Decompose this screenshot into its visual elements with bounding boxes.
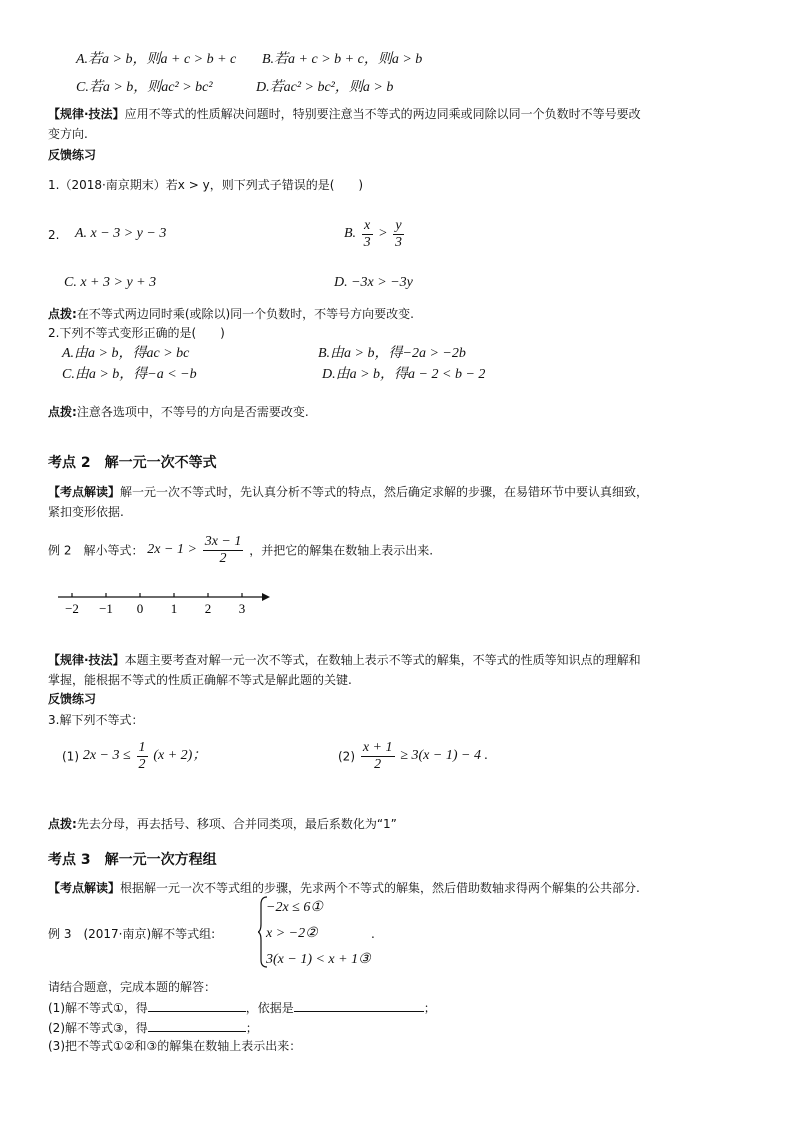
denominator: 3	[395, 235, 403, 251]
numerator: 1	[137, 740, 148, 757]
example-2-tail: ，并把它的解集在数轴上表示出来.	[249, 543, 434, 558]
greater-sign: >	[378, 226, 388, 242]
question-3: 3.解下列不等式：	[48, 713, 144, 727]
option-d: D.若ac² > bc²，则a > b	[256, 80, 394, 95]
q1-option-c: C. x + 3 > y + 3	[64, 275, 157, 290]
system-line-2: x > −2②	[266, 926, 318, 941]
kp2-paragraph-cont: 紧扣变形依据.	[48, 505, 124, 519]
denominator: 2	[138, 757, 146, 773]
tip-2	[48, 405, 309, 419]
fraction	[203, 534, 244, 567]
tip-3	[48, 817, 397, 831]
tip-text: 先去分母，再去括号、移项、合并同类项，最后系数化为“1”	[76, 817, 397, 831]
answer-intro: 请结合题意，完成本题的解答：	[48, 980, 217, 994]
kp2-head: 【考点解读】	[48, 485, 121, 499]
tip-text: 在不等式两边同时乘(或除以)同一个负数时，不等号方向要改变.	[76, 307, 414, 321]
part-label: (2)	[338, 749, 355, 764]
rule-paragraph-2-cont: 掌握，能根据不等式的性质正确解不等式是解此题的关键.	[48, 673, 352, 687]
arrow-right-icon	[262, 593, 270, 601]
axis-tick-label: 0	[136, 601, 144, 616]
tip-head: 点拨:	[48, 817, 77, 831]
kp3-head: 【考点解读】	[48, 881, 121, 895]
denominator: 2	[219, 551, 227, 567]
option-b: B.若a + c > b + c，则a > b	[262, 52, 423, 67]
system-line-1: −2x ≤ 6①	[266, 900, 323, 915]
numerator: y	[393, 218, 404, 235]
q3-part-1-lhs: 2x − 3 ≤	[82, 748, 131, 764]
denominator: 2	[374, 757, 382, 773]
q1-option-b-label: B.	[344, 226, 357, 242]
answer-blank[interactable]	[294, 999, 424, 1012]
example-3-label: 例 3 (2017·南京)解不等式组:	[48, 927, 216, 941]
number-line	[58, 588, 272, 618]
answer-step-1	[48, 999, 436, 1015]
feedback-heading-2: 反馈练习	[48, 692, 97, 706]
tip-text: 注意各选项中，不等号的方向是否需要改变.	[76, 405, 309, 419]
answer-blank[interactable]	[148, 1019, 246, 1032]
tip-1	[48, 307, 414, 321]
q3-part-1-rhs: (x + 2)；	[153, 748, 207, 764]
step-text: (1)解不等式①，得	[48, 1001, 148, 1015]
kp2-text: 解一元一次不等式时，先认真分析不等式的特点，然后确定求解的步骤，在易错环节中要认真细致，	[120, 485, 649, 499]
rule-head: 【规律·技法】	[48, 653, 125, 667]
axis-tick-label: 3	[238, 601, 246, 616]
axis-tick-label: −2	[65, 601, 79, 616]
q2-option-a: A.由a > b，得ac > bc	[62, 346, 190, 361]
answer-step-3: (3)把不等式①②和③的解集在数轴上表示出来：	[48, 1039, 302, 1053]
question-2-number: 2.	[48, 228, 60, 242]
tip-head: 点拨:	[48, 307, 77, 321]
numerator: 3x − 1	[203, 534, 244, 551]
denominator: 3	[363, 235, 371, 251]
rule-paragraph-2	[48, 653, 641, 667]
step-text: ；	[245, 1021, 258, 1035]
step-text: ；	[423, 1001, 436, 1015]
kp3-text: 根据解一元一次不等式组的步骤，先求两个不等式的解集，然后借助数轴求得两个解集的公共部分.	[120, 881, 640, 895]
part-label: (1)	[62, 749, 79, 764]
q2-option-c: C.由a > b，得−a < −b	[62, 367, 197, 382]
q3-part-2-rhs: ≥ 3(x − 1) − 4 .	[400, 748, 488, 764]
example-2-label: 例 2 解小等式：	[48, 543, 144, 558]
q3-part-1	[62, 740, 206, 773]
system-line-3: 3(x − 1) < x + 1③	[266, 952, 371, 967]
axis-tick-label: −1	[99, 601, 113, 616]
answer-blank[interactable]	[148, 999, 246, 1012]
q2-option-d: D.由a > b，得a − 2 < b − 2	[322, 367, 486, 382]
numerator: x + 1	[361, 740, 395, 757]
section-title-2: 考点 2 解一元一次不等式	[48, 455, 217, 471]
q1-option-b	[344, 218, 406, 251]
question-1: 1.（2018·南京期末）若x > y，则下列式子错误的是( )	[48, 178, 364, 192]
fraction	[361, 740, 395, 773]
feedback-heading-1: 反馈练习	[48, 148, 97, 162]
question-2: 2.下列不等式变形正确的是( )	[48, 326, 225, 340]
answer-step-2	[48, 1019, 258, 1035]
step-text: ，依据是	[245, 1001, 294, 1015]
fraction	[362, 218, 373, 251]
option-a: A.若a > b，则a + c > b + c	[76, 52, 237, 67]
q3-part-2	[338, 740, 488, 773]
kp2-paragraph	[48, 485, 648, 499]
example-2	[48, 534, 433, 567]
step-text: (2)解不等式③，得	[48, 1021, 148, 1035]
rule-text: 应用不等式的性质解决问题时，特别要注意当不等式的两边同乘或同除以同一个负数时不等号要改	[124, 107, 641, 121]
q2-option-b: B.由a > b，得−2a > −2b	[318, 346, 466, 361]
option-c: C.若a > b，则ac² > bc²	[76, 80, 213, 95]
tip-head: 点拨:	[48, 405, 77, 419]
q1-option-a: A. x − 3 > y − 3	[75, 226, 167, 241]
numerator: x	[362, 218, 373, 235]
example-2-lhs: 2x − 1 >	[147, 542, 197, 558]
system-period: .	[371, 927, 375, 941]
rule-paragraph-1	[48, 107, 641, 121]
fraction	[137, 740, 148, 773]
fraction	[393, 218, 404, 251]
kp3-paragraph	[48, 881, 640, 895]
rule-head: 【规律·技法】	[48, 107, 125, 121]
q1-option-d: D. −3x > −3y	[334, 275, 413, 290]
axis-tick-label: 1	[170, 601, 178, 616]
rule-text: 本题主要考查对解一元一次不等式，在数轴上表示不等式的解集，不等式的性质等知识点的理解和	[124, 653, 641, 667]
rule-paragraph-1-cont: 变方向.	[48, 127, 88, 141]
section-title-3: 考点 3 解一元一次方程组	[48, 852, 217, 868]
axis-tick-label: 2	[204, 601, 212, 616]
